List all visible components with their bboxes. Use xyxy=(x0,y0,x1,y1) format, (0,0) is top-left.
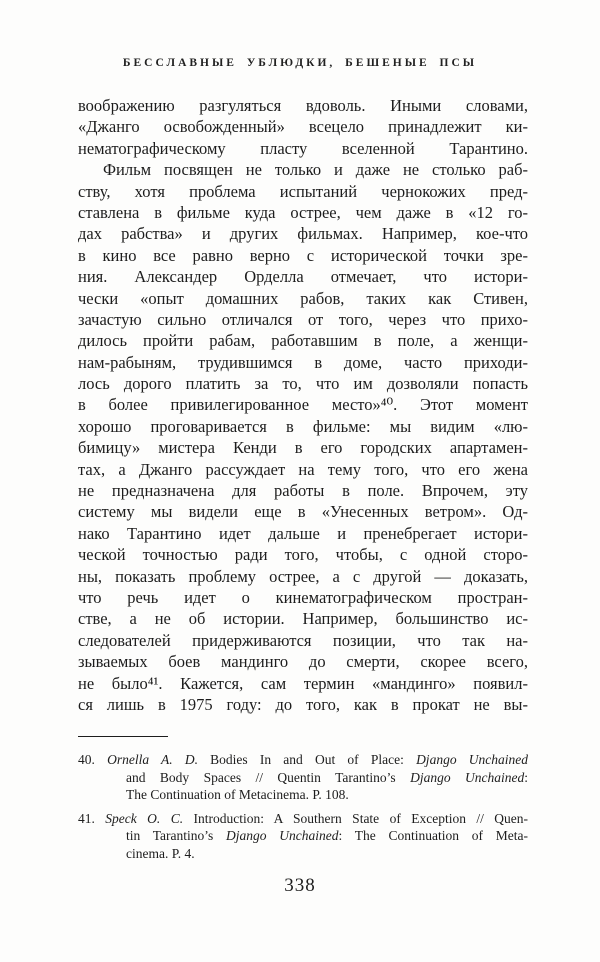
body-line: в более привилегированное место»⁴⁰. Этот момент xyxy=(78,395,528,415)
footnote-text-segment: tin Tarantino’s xyxy=(126,828,227,843)
footnote xyxy=(78,810,528,863)
body-line: воображению разгуляться вдоволь. Иными словами, xyxy=(78,96,528,115)
body-text xyxy=(78,95,528,715)
body-line: дилось пройти рабам, работавшим в поле, а женщи- xyxy=(78,331,528,351)
footnote-text-segment: cinema. P. 4. xyxy=(126,845,195,861)
body-line: ны, показать проблему острее, а с другой — доказать, xyxy=(78,566,528,586)
body-line: ставлена в фильме куда острее, чем даже в «12 го- xyxy=(78,202,528,222)
footnote-line xyxy=(78,845,528,863)
body-line: нако Тарантино идет дальше и пренебрегает истори- xyxy=(78,523,528,543)
body-line: дах рабства» и других фильмах. Например, кое-что xyxy=(78,224,528,244)
body-line: ния. Александер Орделла отмечает, что истори- xyxy=(78,267,528,287)
body-line: ству, хотя проблема испытаний чернокожих пред- xyxy=(78,181,528,201)
body-line: хорошо проговаривается в фильме: мы видим «лю- xyxy=(78,416,528,436)
footnote-line xyxy=(78,751,528,769)
body-line: ся лишь в 1975 году: до того, как в прокат не вы- xyxy=(78,694,528,714)
footnote-italic-segment: Speck O. C. xyxy=(105,810,184,826)
footnote-text-segment: Introduction: A Southern State of Exception // Quen- xyxy=(183,810,528,826)
footnote-text-segment: : The Continuation of Meta- xyxy=(338,828,528,843)
footnote-text-segment: : xyxy=(524,769,528,785)
body-line: нематографическому пласту вселенной Тарантино. xyxy=(78,138,528,158)
footnote-number: 41. xyxy=(78,810,106,826)
body-line: лось дорого платить за то, что им дозволяли попасть xyxy=(78,374,528,394)
footnote-italic-segment: Ornella A. D. xyxy=(107,752,198,767)
body-line: что речь идет о кинематографическом простран- xyxy=(78,587,528,607)
body-line: не предназначена для работы в поле. Впрочем, эту xyxy=(78,481,528,501)
body-line: систему мы видели еще в «Унесенных ветром». Од- xyxy=(78,502,528,522)
body-line: бимицу» мистера Кенди в его городских апартамен- xyxy=(78,438,528,458)
footnote-line xyxy=(78,786,528,804)
body-line: «Джанго освобожденный» всецело принадлежит ки- xyxy=(78,117,528,137)
body-line: зываемых боев мандинго до смерти, скорее всего, xyxy=(78,652,528,672)
body-line: ческой точностью ради того, чтобы, с одной сторо- xyxy=(78,545,528,565)
running-header: БЕССЛАВНЫЕ УБЛЮДКИ, БЕШЕНЫЕ ПСЫ xyxy=(122,57,478,69)
body-line: нам-рабыням, трудившимся в доме, часто приходи- xyxy=(78,352,528,372)
footnote-italic-segment: Django Unchained xyxy=(410,769,525,785)
page-number: 338 xyxy=(284,875,316,896)
footnote-text-segment: Bodies In and Out of Place: xyxy=(197,752,417,767)
body-line: не было⁴¹. Кажется, сам термин «мандинго» появил- xyxy=(78,673,528,693)
footnote-line xyxy=(78,810,528,828)
body-line: Фильм посвящен не только и даже не столько раб- xyxy=(103,160,528,180)
body-line: чески «опыт домашних рабов, таких как Стивен, xyxy=(78,288,528,308)
footnote-italic-segment: Django Unchained xyxy=(226,828,339,843)
footnote-number: 40. xyxy=(78,752,108,767)
footnote-separator xyxy=(78,736,168,737)
body-line: тах, а Джанго рассуждает на тему того, что его жена xyxy=(78,459,528,479)
body-line: в кино все равно верно с исторической точки зре- xyxy=(78,245,528,265)
footnote-line xyxy=(78,769,528,787)
body-line: зачастую сильно отличался от того, через что прихо- xyxy=(78,309,528,329)
footnotes xyxy=(78,751,528,868)
footnote-text-segment: The Continuation of Metacinema. P. 108. xyxy=(126,787,349,802)
body-line: стве, а не об истории. Например, большинство ис- xyxy=(78,609,528,629)
footnote-text-segment: and Body Spaces // Quentin Tarantino’s xyxy=(126,769,411,785)
body-line: следователей придерживаются позиции, что так на- xyxy=(78,630,528,650)
footnote-line xyxy=(78,827,528,845)
footnote xyxy=(78,751,528,804)
footnote-italic-segment: Django Unchained xyxy=(416,752,528,767)
